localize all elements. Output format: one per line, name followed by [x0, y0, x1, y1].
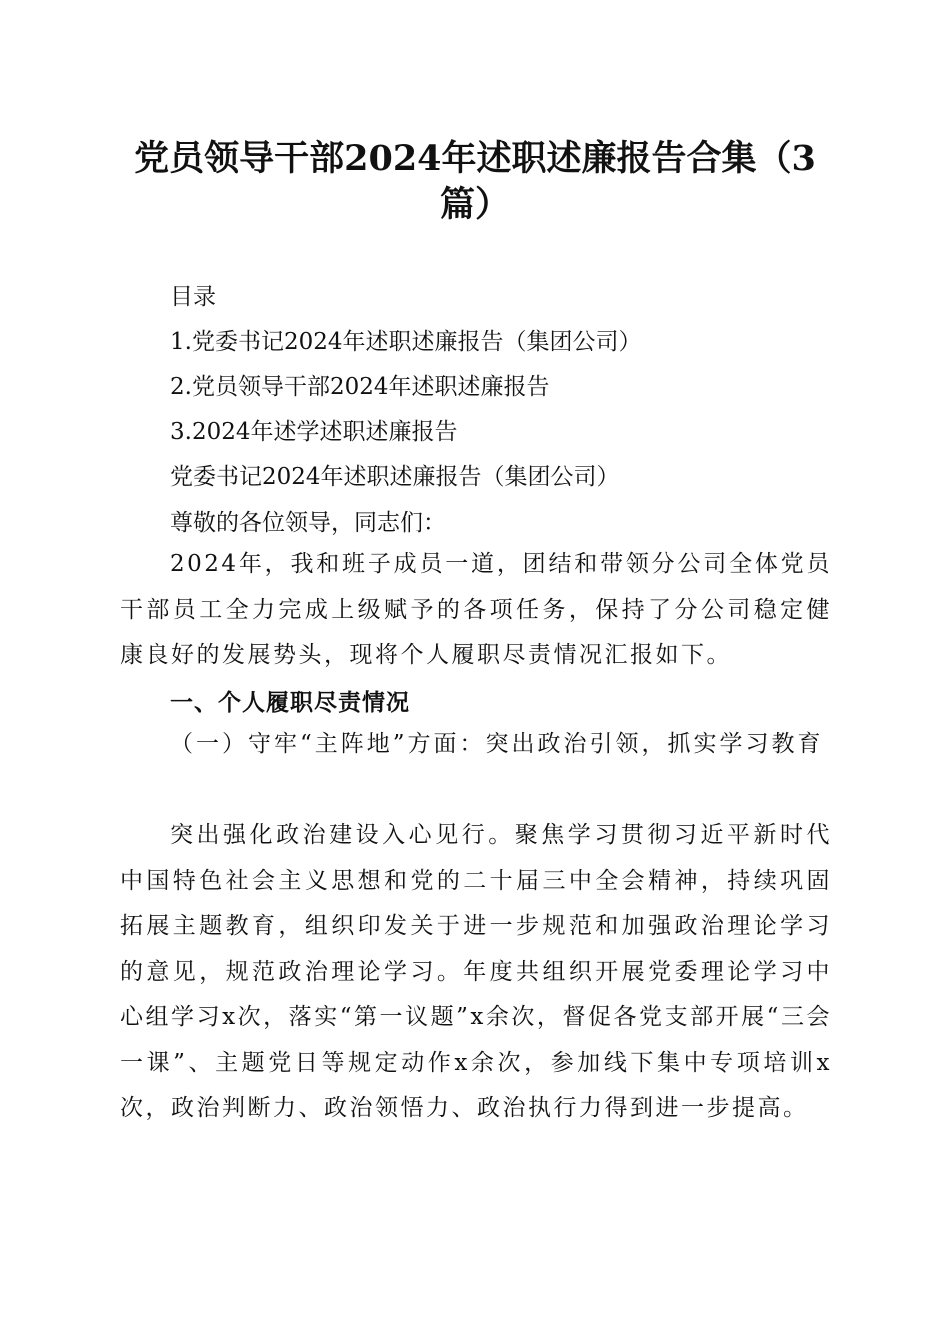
section-title: 党委书记2024年述职述廉报告（集团公司）	[170, 464, 620, 490]
toc-item-1[interactable]: 1.党委书记2024年述职述廉报告（集团公司）	[170, 329, 642, 355]
intro-paragraph: 2024年，我和班子成员一道，团结和带领分公司全体党员干部员工全力完成上级赋予的各项任务，保持了分公司稳定健康良好的发展势头，现将个人履职尽责情况汇报如下。	[120, 551, 832, 668]
document-title: 党员领导干部2024年述职述廉报告合集（3篇）	[134, 138, 816, 225]
heading-level-2: （一）守牢“主阵地”方面：突出政治引领，抓实学习教育	[170, 731, 824, 757]
heading-level-1: 一、个人履职尽责情况	[170, 689, 410, 716]
toc-item-2[interactable]: 2.党员领导干部2024年述职述廉报告	[170, 374, 550, 400]
salutation: 尊敬的各位领导，同志们：	[170, 510, 446, 536]
toc-item-3[interactable]: 3.2024年述学述职述廉报告	[170, 419, 458, 445]
body-paragraph: 突出强化政治建设入心见行。聚焦学习贯彻习近平新时代中国特色社会主义思想和党的二十届三中全会精神，持续巩固拓展主题教育，组织印发关于进一步规范和加强政治理论学习的意见，规范政治理论学习。年度共组织开展党委理论学习中心组学习x次，落实“第一议题”x余次，督促各党支部开展“三会一课”、主题党日等规定动作x余次，参加线下集中专项培训x次，政治判断力、政治领悟力、政治执行力得到进一步提高。	[120, 822, 832, 1121]
toc-label: 目录	[170, 284, 216, 310]
